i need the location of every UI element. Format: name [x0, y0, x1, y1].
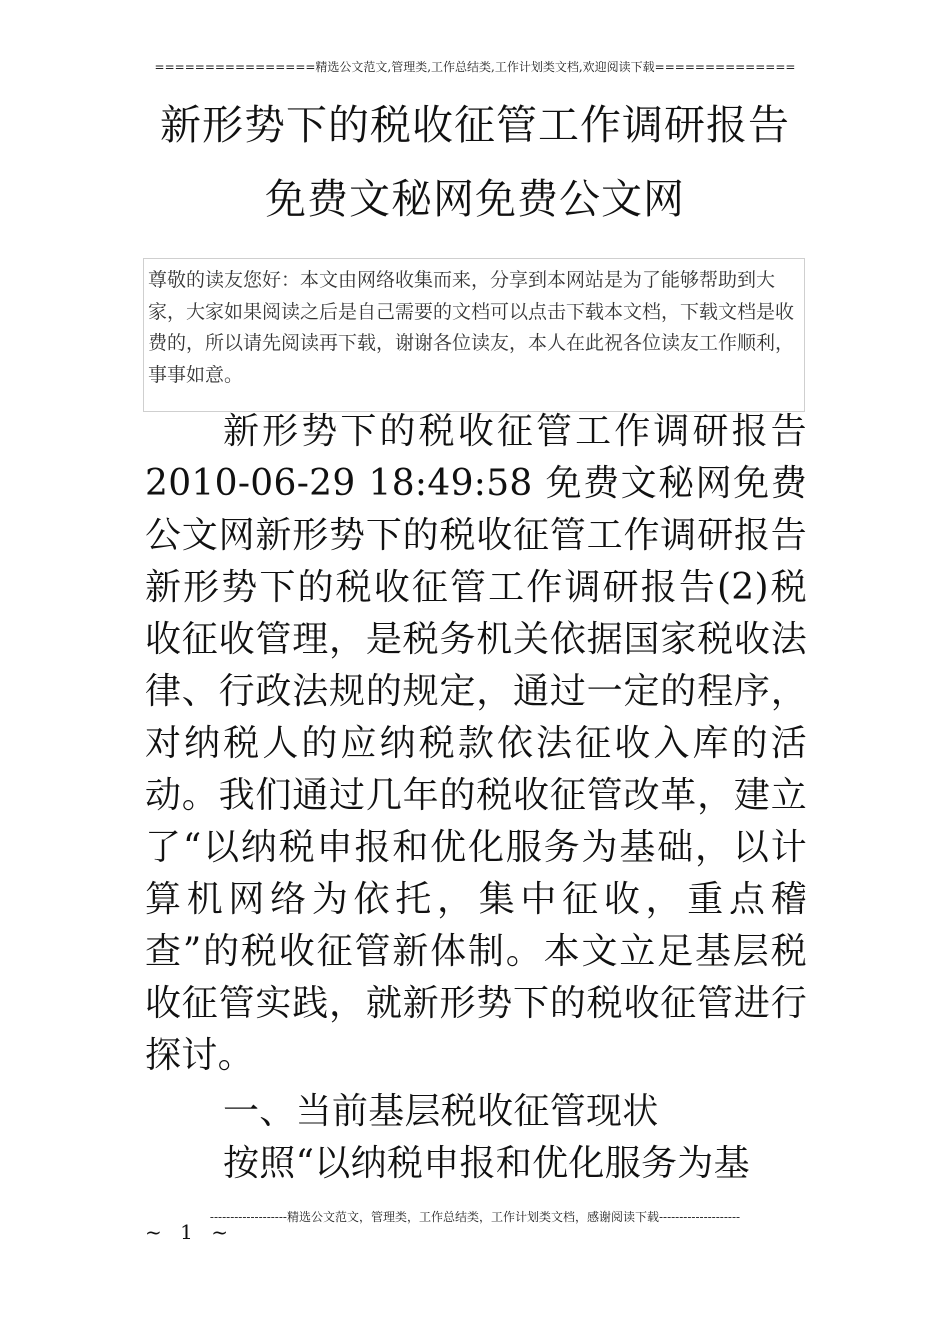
document-title: 新形势下的税收征管工作调研报告 [160, 101, 790, 149]
page-footer-banner: -------------------精选公文范文，管理类，工作总结类，工作计划类文档，感谢阅读下载-------------------- [209, 1210, 741, 1224]
page-header-banner: ================精选公文范文,管理类,工作总结类,工作计划类文档,欢迎阅读下载============== [154, 60, 796, 74]
body-paragraph: 新形势下的税收征管工作调研报告 2010-06-29 18:49:58 免费文秘网免费公文网新形势下的税收征管工作调研报告新形势下的税收征管工作调研报告(2)税收征收管理，是税务机关依据国家税收法律、行政法规的规定，通过一定的程序，对纳税人的应纳税款依法征收入库的活动。我们通过几年的税收征管改革，建立了“以纳税申报和优化服务为基础，以计算机网络为依托，集中征收，重点稽查”的税收征管新体制。本文立足基层税收征管实践，就新形势下的税收征管进行探讨。 [145, 411, 807, 1076]
section-heading: 一、当前基层税收征管现状 [223, 1091, 659, 1132]
page-number: ~ 1 ~ [145, 1220, 234, 1244]
document-subtitle: 免费文秘网免费公文网 [265, 175, 685, 223]
body-paragraph: 按照“以纳税申报和优化服务为基 [223, 1143, 750, 1184]
document-body [145, 406, 807, 1190]
reader-notice-box: 尊敬的读友您好：本文由网络收集而来，分享到本网站是为了能够帮助到大家，大家如果阅读之后是自己需要的文档可以点击下载本文档，下载文档是收费的，所以请先阅读再下载，谢谢各位读友，本人在此祝各位读友工作顺利，事事如意。 [143, 258, 805, 412]
